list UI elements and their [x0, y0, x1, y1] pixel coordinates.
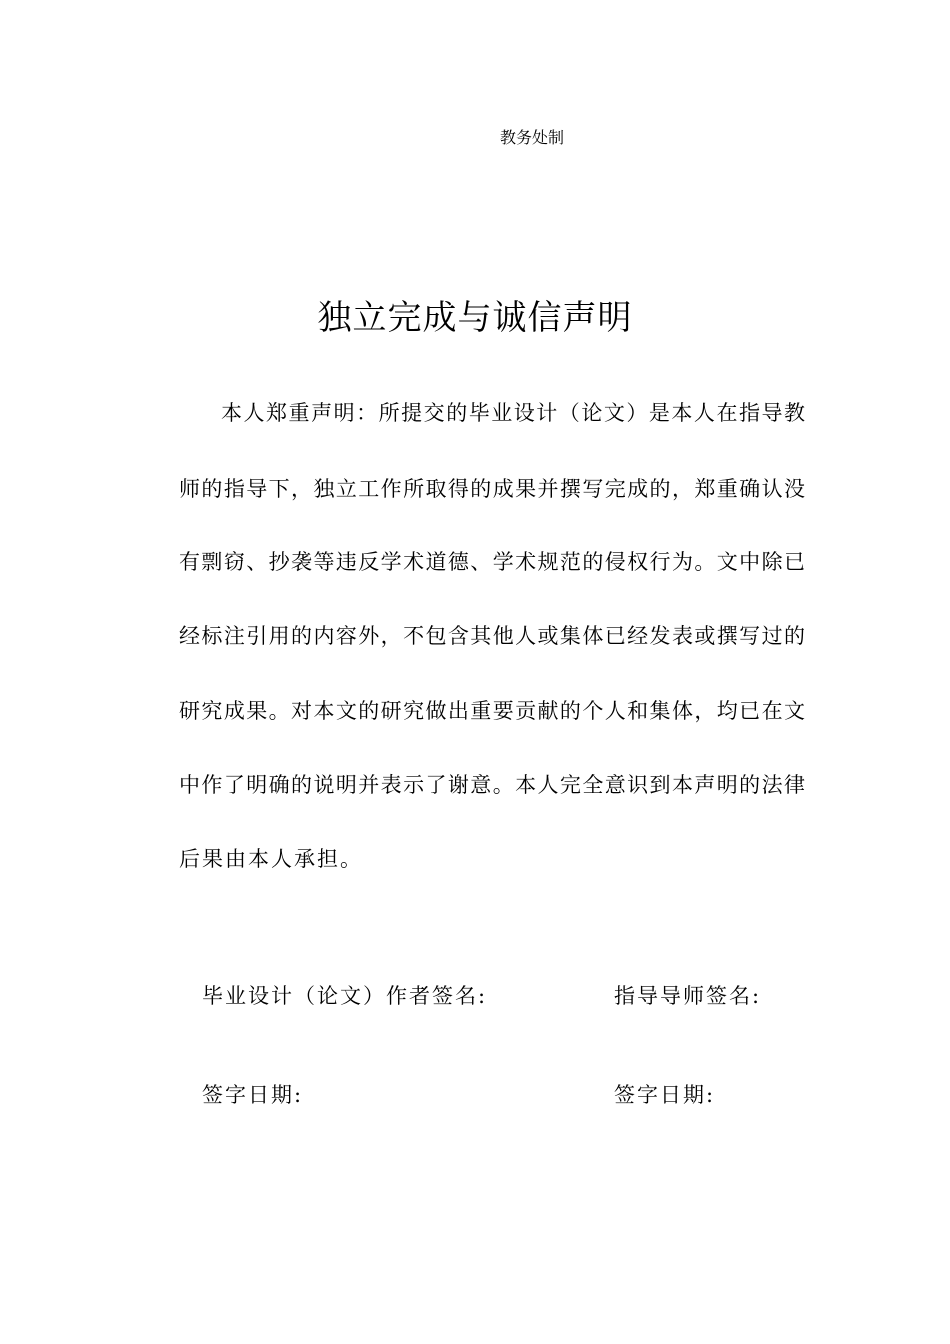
page-title: 独立完成与诚信声明 — [317, 298, 633, 338]
advisor-signature-label: 指导导师签名: — [614, 984, 762, 1008]
advisor-date-label: 签字日期: — [614, 1083, 716, 1107]
declaration-line-7: 后果由本人承担。 — [179, 847, 363, 871]
declaration-line-2: 师的指导下，独立工作所取得的成果并撰写完成的，郑重确认没 — [179, 477, 805, 501]
author-date-label: 签字日期: — [202, 1083, 304, 1107]
declaration-line-6: 中作了明确的说明并表示了谢意。本人完全意识到本声明的法律 — [179, 773, 805, 797]
declaration-line-5: 研究成果。对本文的研究做出重要贡献的个人和集体，均已在文 — [179, 699, 805, 723]
author-signature-label: 毕业设计（论文）作者签名: — [202, 984, 488, 1008]
declaration-line-4: 经标注引用的内容外，不包含其他人或集体已经发表或撰写过的 — [179, 624, 805, 648]
declaration-line-3: 有剽窃、抄袭等违反学术道德、学术规范的侵权行为。文中除已 — [179, 550, 805, 574]
header-note: 教务处制 — [500, 128, 565, 147]
declaration-line-1: 本人郑重声明：所提交的毕业设计（论文）是本人在指导教 — [221, 401, 805, 425]
